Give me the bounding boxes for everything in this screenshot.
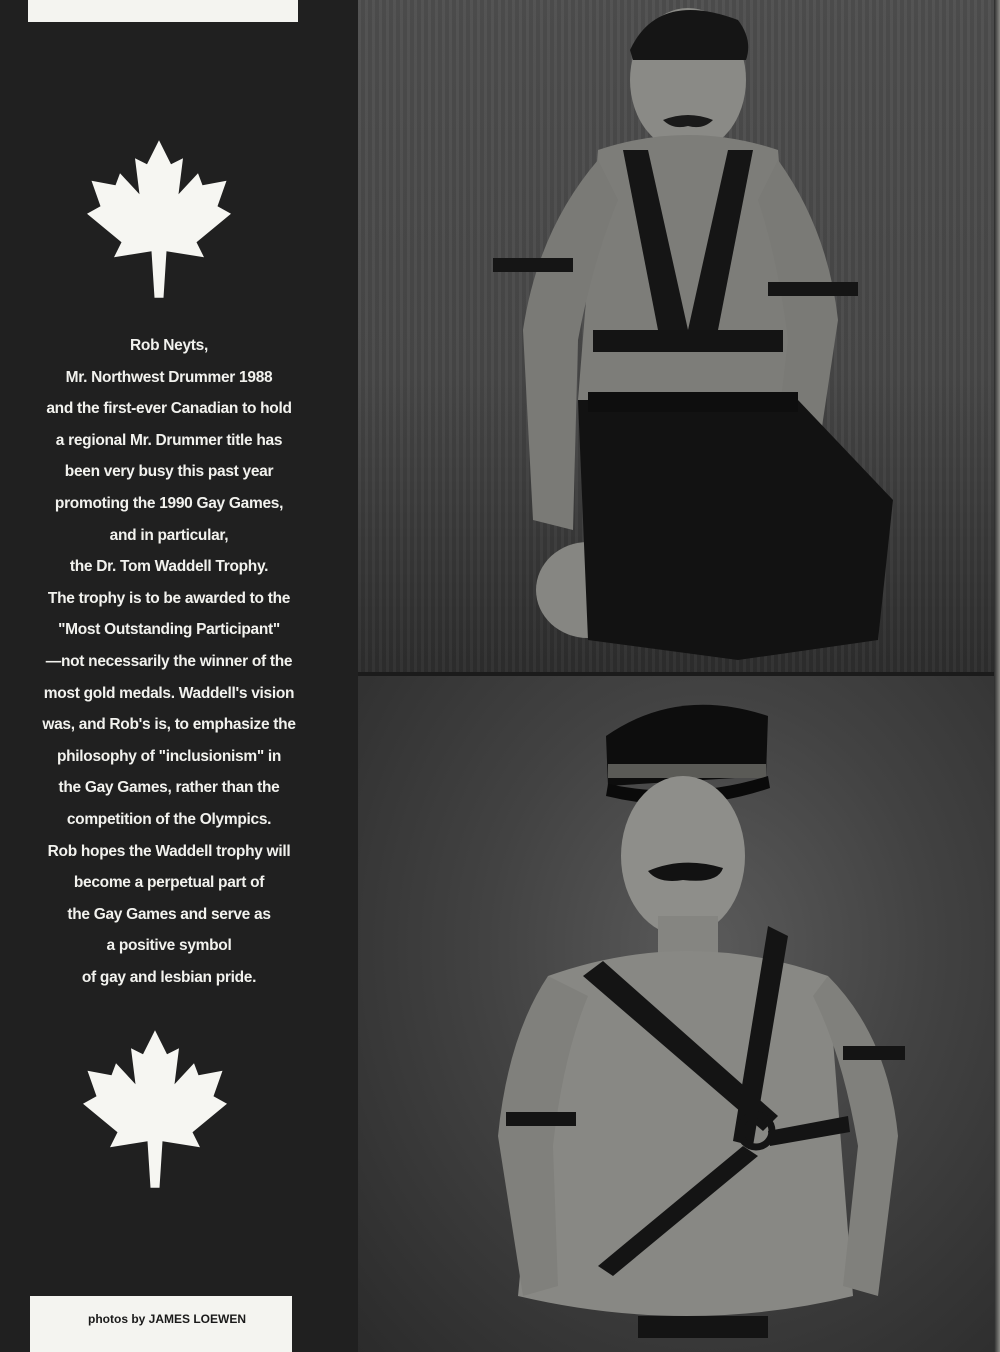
article-line: the Gay Games and serve as bbox=[67, 905, 271, 923]
article-line: most gold medals. Waddell's vision bbox=[43, 684, 295, 702]
article-line: Mr. Northwest Drummer 1988 bbox=[65, 368, 273, 386]
article-line: philosophy of "inclusionism" in bbox=[56, 747, 282, 765]
article-line: competition of the Olympics. bbox=[66, 810, 272, 828]
photo-bottom-standing-man bbox=[358, 676, 994, 1352]
top-white-strip bbox=[28, 0, 298, 22]
article-line: and in particular, bbox=[109, 526, 229, 544]
article-line: Rob Neyts, bbox=[130, 337, 208, 354]
article-line: the Dr. Tom Waddell Trophy. bbox=[69, 558, 269, 576]
photo-bottom-figure bbox=[358, 676, 994, 1352]
article-line: was, and Rob's is, to emphasize the bbox=[42, 716, 296, 734]
article-line: Rob hopes the Waddell trophy will bbox=[47, 842, 291, 860]
article-line: the Gay Games, rather than the bbox=[58, 779, 280, 797]
photo-credit-box bbox=[30, 1296, 292, 1352]
article-line: of gay and lesbian pride. bbox=[81, 968, 257, 986]
article-line: promoting the 1990 Gay Games, bbox=[54, 494, 284, 512]
article-line: and the first-ever Canadian to hold bbox=[46, 400, 292, 418]
article-text bbox=[24, 330, 314, 993]
text-column bbox=[0, 0, 358, 1352]
article-line: —not necessarily the winner of the bbox=[45, 652, 293, 670]
photo-top-seated-man bbox=[358, 0, 994, 672]
maple-leaf-icon bbox=[80, 1030, 230, 1188]
page-edge bbox=[994, 0, 1000, 1352]
article-line: "Most Outstanding Participant" bbox=[58, 621, 280, 639]
photo-credit: photos by JAMES LOEWEN bbox=[88, 1312, 247, 1326]
photo-top-figure bbox=[358, 0, 994, 672]
article-line: been very busy this past year bbox=[64, 463, 274, 481]
article-line: a regional Mr. Drummer title has bbox=[55, 431, 283, 449]
article-line: become a perpetual part of bbox=[73, 874, 265, 892]
maple-leaf-icon bbox=[84, 140, 234, 298]
article-line: a positive symbol bbox=[106, 937, 232, 955]
article-line: The trophy is to be awarded to the bbox=[47, 589, 291, 607]
